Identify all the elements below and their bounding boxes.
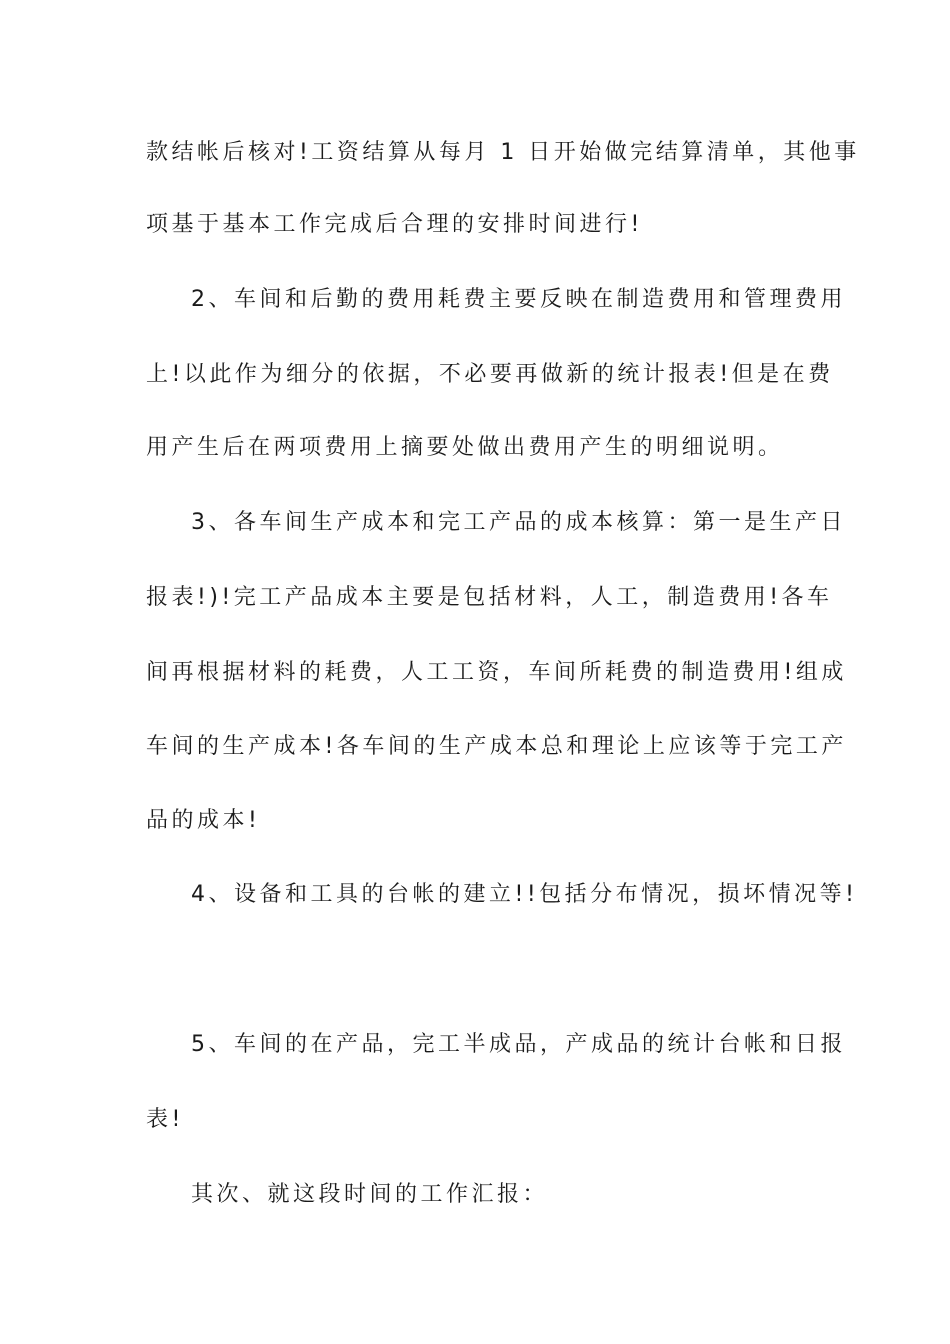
- text-line: 车间的生产成本!各车间的生产成本总和理论上应该等于完工产: [146, 734, 847, 759]
- text-line: 项基于基本工作完成后合理的安排时间进行!: [146, 212, 643, 237]
- text-line: 款结帐后核对!工资结算从每月 1 日开始做完结算清单，其他事: [146, 140, 860, 165]
- text-line: 报表!)!完工产品成本主要是包括材料，人工，制造费用!各车: [146, 585, 833, 610]
- section-heading: 其次、就这段时间的工作汇报：: [191, 1182, 549, 1207]
- text-line: 表!: [146, 1107, 184, 1132]
- text-line: 品的成本!: [146, 808, 261, 833]
- paragraph-4-start: 4、设备和工具的台帐的建立!!包括分布情况，损坏情况等!: [191, 882, 858, 907]
- text-line: 用产生后在两项费用上摘要处做出费用产生的明细说明。: [146, 435, 784, 460]
- text-line: 上!以此作为细分的依据，不必要再做新的统计报表!但是在费: [146, 362, 834, 387]
- text-line: 间再根据材料的耗费，人工工资，车间所耗费的制造费用!组成: [146, 660, 847, 685]
- paragraph-5-start: 5、车间的在产品，完工半成品，产成品的统计台帐和日报: [191, 1032, 846, 1057]
- paragraph-3-start: 3、各车间生产成本和完工产品的成本核算：第一是生产日: [191, 510, 846, 535]
- paragraph-2-start: 2、车间和后勤的费用耗费主要反映在制造费用和管理费用: [191, 287, 846, 312]
